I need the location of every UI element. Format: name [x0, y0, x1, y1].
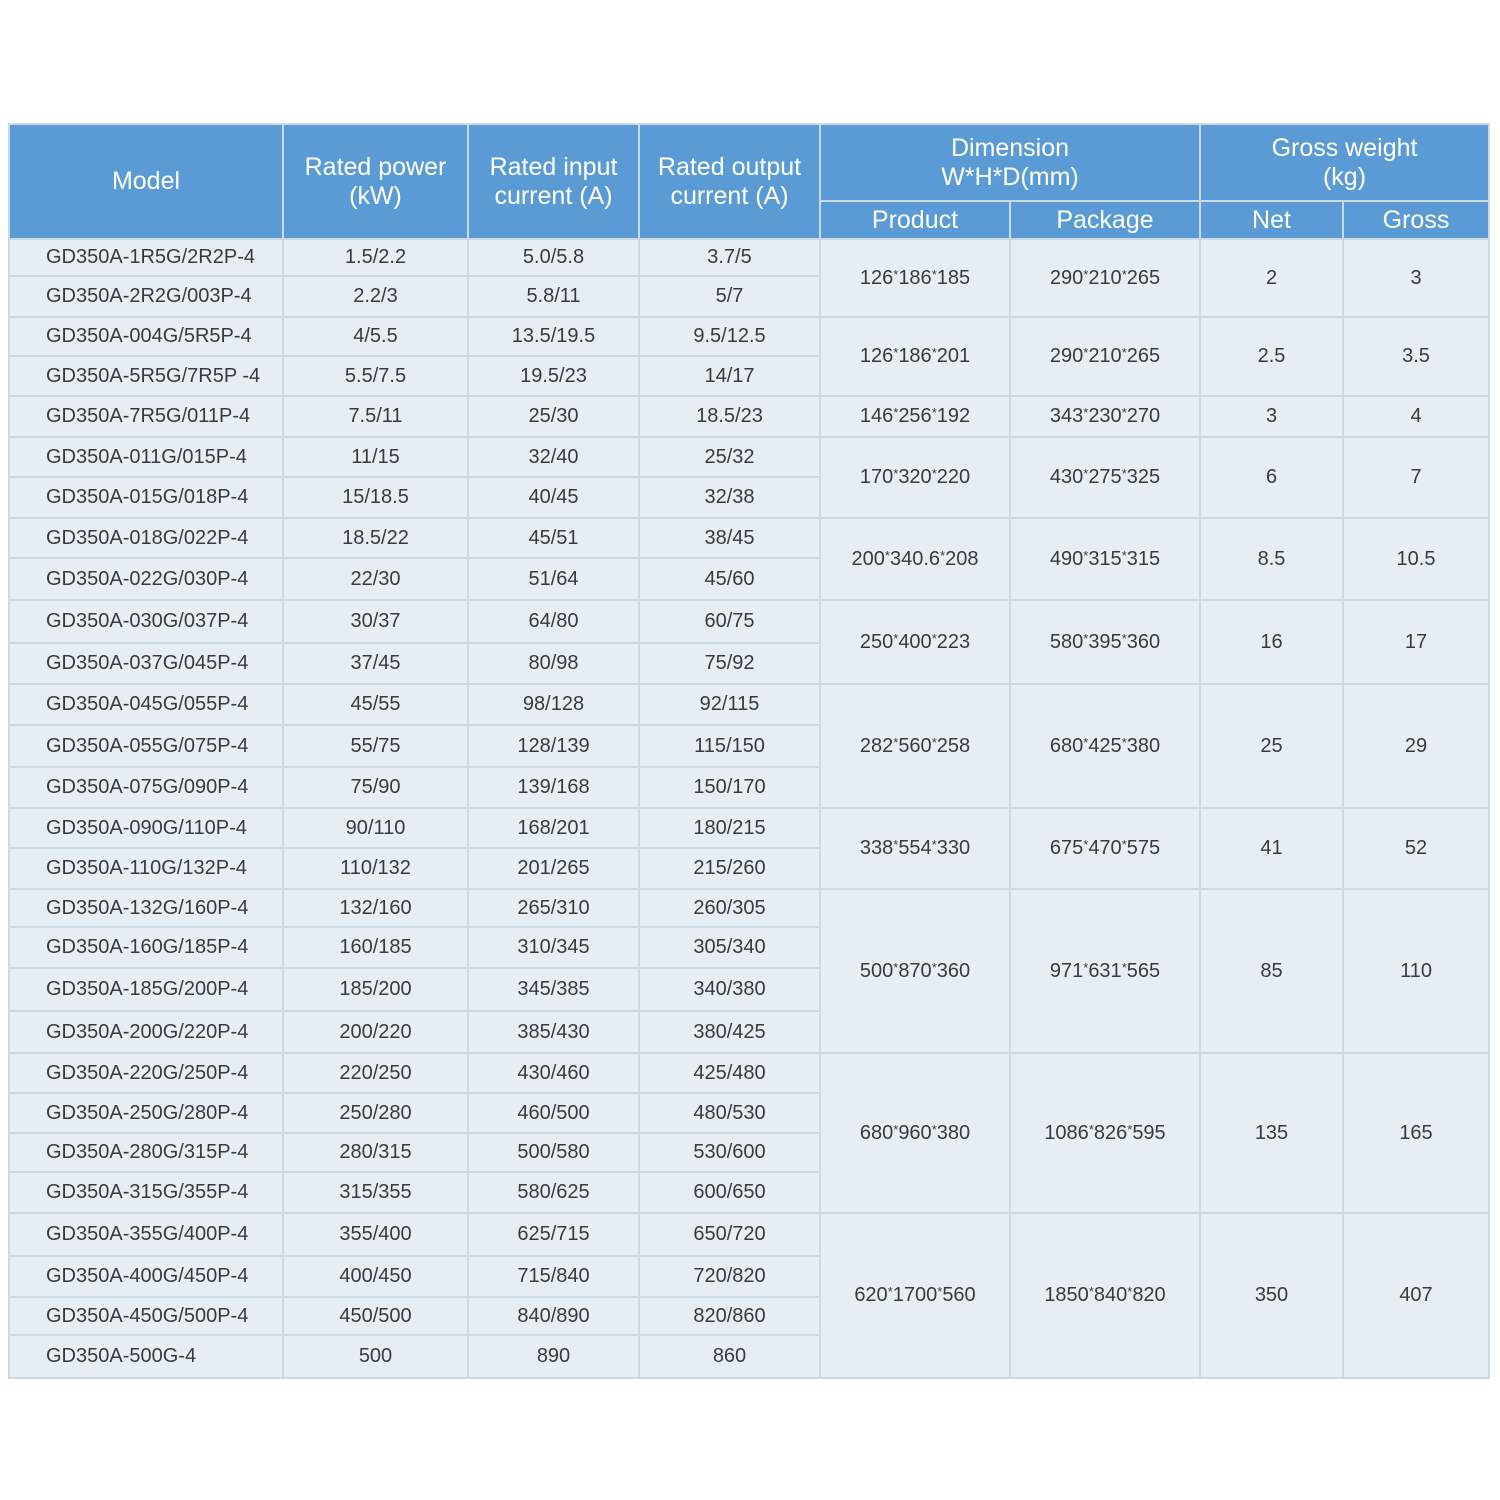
input-current-cell: 128/139	[468, 725, 639, 767]
output-current-cell: 650/720	[639, 1213, 820, 1256]
output-current-cell: 215/260	[639, 848, 820, 889]
output-current-cell: 720/820	[639, 1256, 820, 1297]
model-cell: GD350A-5R5G/7R5P -4	[9, 356, 283, 396]
output-current-cell: 14/17	[639, 356, 820, 396]
header-model: Model	[9, 124, 283, 239]
package-dimension-cell: 343*230*270	[1010, 396, 1200, 437]
net-weight-cell: 135	[1200, 1053, 1343, 1213]
header-gross-weight	[1200, 124, 1489, 201]
output-current-cell: 860	[639, 1335, 820, 1378]
net-weight-cell: 2	[1200, 239, 1343, 317]
input-current-cell: 840/890	[468, 1297, 639, 1335]
input-current-cell: 460/500	[468, 1093, 639, 1133]
power-cell: 45/55	[283, 684, 468, 725]
input-current-cell: 201/265	[468, 848, 639, 889]
input-current-cell: 13.5/19.5	[468, 317, 639, 356]
table-row	[9, 1053, 1489, 1093]
output-current-cell: 75/92	[639, 643, 820, 684]
product-dimension-cell: 126*186*185	[820, 239, 1010, 317]
package-dimension-cell: 580*395*360	[1010, 600, 1200, 684]
output-current-cell: 18.5/23	[639, 396, 820, 437]
net-weight-cell: 3	[1200, 396, 1343, 437]
table-row	[9, 684, 1489, 725]
model-cell: GD350A-450G/500P-4	[9, 1297, 283, 1335]
output-current-cell: 820/860	[639, 1297, 820, 1335]
power-cell: 355/400	[283, 1213, 468, 1256]
model-cell: GD350A-018G/022P-4	[9, 518, 283, 558]
model-cell: GD350A-055G/075P-4	[9, 725, 283, 767]
power-cell: 30/37	[283, 600, 468, 643]
product-dimension-cell: 620*1700*560	[820, 1213, 1010, 1378]
output-current-cell: 115/150	[639, 725, 820, 767]
model-cell: GD350A-250G/280P-4	[9, 1093, 283, 1133]
input-current-cell: 430/460	[468, 1053, 639, 1093]
product-dimension-cell: 250*400*223	[820, 600, 1010, 684]
net-weight-cell: 25	[1200, 684, 1343, 808]
product-dimension-cell: 282*560*258	[820, 684, 1010, 808]
spec-table	[8, 123, 1490, 1379]
output-current-cell: 32/38	[639, 477, 820, 518]
output-current-cell: 3.7/5	[639, 239, 820, 276]
model-cell: GD350A-030G/037P-4	[9, 600, 283, 643]
gross-weight-cell: 3.5	[1343, 317, 1489, 396]
table-row	[9, 317, 1489, 356]
product-dimension-cell: 680*960*380	[820, 1053, 1010, 1213]
model-cell: GD350A-1R5G/2R2P-4	[9, 239, 283, 276]
net-weight-cell: 16	[1200, 600, 1343, 684]
input-current-cell: 19.5/23	[468, 356, 639, 396]
model-cell: GD350A-075G/090P-4	[9, 767, 283, 808]
output-current-cell: 9.5/12.5	[639, 317, 820, 356]
gross-weight-cell: 17	[1343, 600, 1489, 684]
model-cell: GD350A-200G/220P-4	[9, 1011, 283, 1053]
input-current-cell: 265/310	[468, 889, 639, 927]
output-current-cell: 92/115	[639, 684, 820, 725]
output-current-cell: 425/480	[639, 1053, 820, 1093]
input-current-cell: 5.0/5.8	[468, 239, 639, 276]
model-cell: GD350A-037G/045P-4	[9, 643, 283, 684]
input-current-cell: 25/30	[468, 396, 639, 437]
net-weight-cell: 85	[1200, 889, 1343, 1053]
package-dimension-cell: 680*425*380	[1010, 684, 1200, 808]
header-rated-output-line1: Rated output	[657, 152, 802, 181]
gross-weight-cell: 110	[1343, 889, 1489, 1053]
input-current-cell: 40/45	[468, 477, 639, 518]
header-rated-input-line2: current (A)	[494, 181, 613, 210]
power-cell: 90/110	[283, 808, 468, 848]
table-row	[9, 600, 1489, 643]
gross-weight-cell: 7	[1343, 437, 1489, 518]
power-cell: 160/185	[283, 927, 468, 968]
input-current-cell: 345/385	[468, 968, 639, 1011]
output-current-cell: 530/600	[639, 1133, 820, 1172]
input-current-cell: 715/840	[468, 1256, 639, 1297]
output-current-cell: 60/75	[639, 600, 820, 643]
table-row	[9, 518, 1489, 558]
package-dimension-cell: 1850*840*820	[1010, 1213, 1200, 1378]
model-cell: GD350A-011G/015P-4	[9, 437, 283, 477]
header-rated-power-line1: Rated power	[304, 152, 447, 181]
header-net: Net	[1200, 201, 1343, 239]
product-dimension-cell: 146*256*192	[820, 396, 1010, 437]
table-row	[9, 1213, 1489, 1256]
input-current-cell: 625/715	[468, 1213, 639, 1256]
header-dimension	[820, 124, 1200, 201]
power-cell: 1.5/2.2	[283, 239, 468, 276]
net-weight-cell: 350	[1200, 1213, 1343, 1378]
header-package: Package	[1010, 201, 1200, 239]
model-cell: GD350A-500G-4	[9, 1335, 283, 1378]
input-current-cell: 139/168	[468, 767, 639, 808]
header-rated-power	[283, 124, 468, 239]
power-cell: 18.5/22	[283, 518, 468, 558]
input-current-cell: 580/625	[468, 1172, 639, 1213]
gross-weight-cell: 407	[1343, 1213, 1489, 1378]
output-current-cell: 305/340	[639, 927, 820, 968]
net-weight-cell: 41	[1200, 808, 1343, 889]
gross-weight-cell: 10.5	[1343, 518, 1489, 600]
input-current-cell: 80/98	[468, 643, 639, 684]
input-current-cell: 51/64	[468, 558, 639, 600]
power-cell: 250/280	[283, 1093, 468, 1133]
input-current-cell: 890	[468, 1335, 639, 1378]
package-dimension-cell: 290*210*265	[1010, 317, 1200, 396]
power-cell: 200/220	[283, 1011, 468, 1053]
package-dimension-cell: 971*631*565	[1010, 889, 1200, 1053]
gross-weight-cell: 3	[1343, 239, 1489, 317]
power-cell: 500	[283, 1335, 468, 1378]
model-cell: GD350A-004G/5R5P-4	[9, 317, 283, 356]
product-dimension-cell: 338*554*330	[820, 808, 1010, 889]
header-rated-input-line1: Rated input	[489, 152, 618, 181]
model-cell: GD350A-220G/250P-4	[9, 1053, 283, 1093]
power-cell: 280/315	[283, 1133, 468, 1172]
model-cell: GD350A-015G/018P-4	[9, 477, 283, 518]
power-cell: 55/75	[283, 725, 468, 767]
output-current-cell: 5/7	[639, 276, 820, 317]
gross-weight-cell: 4	[1343, 396, 1489, 437]
package-dimension-cell: 1086*826*595	[1010, 1053, 1200, 1213]
product-dimension-cell: 500*870*360	[820, 889, 1010, 1053]
power-cell: 7.5/11	[283, 396, 468, 437]
power-cell: 4/5.5	[283, 317, 468, 356]
table-body	[9, 239, 1489, 1378]
model-cell: GD350A-022G/030P-4	[9, 558, 283, 600]
input-current-cell: 5.8/11	[468, 276, 639, 317]
product-dimension-cell: 126*186*201	[820, 317, 1010, 396]
product-dimension-cell: 170*320*220	[820, 437, 1010, 518]
table-row	[9, 437, 1489, 477]
power-cell: 15/18.5	[283, 477, 468, 518]
power-cell: 75/90	[283, 767, 468, 808]
power-cell: 37/45	[283, 643, 468, 684]
power-cell: 110/132	[283, 848, 468, 889]
power-cell: 132/160	[283, 889, 468, 927]
input-current-cell: 98/128	[468, 684, 639, 725]
output-current-cell: 600/650	[639, 1172, 820, 1213]
package-dimension-cell: 675*470*575	[1010, 808, 1200, 889]
header-product: Product	[820, 201, 1010, 239]
model-cell: GD350A-045G/055P-4	[9, 684, 283, 725]
header-rated-output-line2: current (A)	[670, 181, 789, 210]
power-cell: 220/250	[283, 1053, 468, 1093]
model-cell: GD350A-090G/110P-4	[9, 808, 283, 848]
model-cell: GD350A-400G/450P-4	[9, 1256, 283, 1297]
model-cell: GD350A-185G/200P-4	[9, 968, 283, 1011]
package-dimension-cell: 430*275*325	[1010, 437, 1200, 518]
output-current-cell: 25/32	[639, 437, 820, 477]
power-cell: 450/500	[283, 1297, 468, 1335]
power-cell: 400/450	[283, 1256, 468, 1297]
power-cell: 185/200	[283, 968, 468, 1011]
power-cell: 11/15	[283, 437, 468, 477]
output-current-cell: 180/215	[639, 808, 820, 848]
output-current-cell: 38/45	[639, 518, 820, 558]
gross-weight-cell: 52	[1343, 808, 1489, 889]
output-current-cell: 260/305	[639, 889, 820, 927]
net-weight-cell: 8.5	[1200, 518, 1343, 600]
output-current-cell: 340/380	[639, 968, 820, 1011]
input-current-cell: 385/430	[468, 1011, 639, 1053]
input-current-cell: 32/40	[468, 437, 639, 477]
input-current-cell: 64/80	[468, 600, 639, 643]
table-row	[9, 808, 1489, 848]
header-rated-input	[468, 124, 639, 239]
net-weight-cell: 2.5	[1200, 317, 1343, 396]
output-current-cell: 45/60	[639, 558, 820, 600]
input-current-cell: 45/51	[468, 518, 639, 558]
table-row	[9, 239, 1489, 276]
model-cell: GD350A-355G/400P-4	[9, 1213, 283, 1256]
package-dimension-cell: 290*210*265	[1010, 239, 1200, 317]
input-current-cell: 500/580	[468, 1133, 639, 1172]
header-rated-output	[639, 124, 820, 239]
gross-weight-cell: 165	[1343, 1053, 1489, 1213]
power-cell: 22/30	[283, 558, 468, 600]
input-current-cell: 168/201	[468, 808, 639, 848]
model-cell: GD350A-160G/185P-4	[9, 927, 283, 968]
output-current-cell: 150/170	[639, 767, 820, 808]
table-row	[9, 889, 1489, 927]
header-dimension-line2: W*H*D(mm)	[941, 162, 1079, 191]
model-cell: GD350A-132G/160P-4	[9, 889, 283, 927]
power-cell: 2.2/3	[283, 276, 468, 317]
output-current-cell: 480/530	[639, 1093, 820, 1133]
table-header	[9, 124, 1489, 239]
model-cell: GD350A-110G/132P-4	[9, 848, 283, 889]
power-cell: 5.5/7.5	[283, 356, 468, 396]
table-row	[9, 396, 1489, 437]
model-cell: GD350A-7R5G/011P-4	[9, 396, 283, 437]
input-current-cell: 310/345	[468, 927, 639, 968]
power-cell: 315/355	[283, 1172, 468, 1213]
header-gross-weight-line2: (kg)	[1322, 162, 1367, 191]
header-rated-power-line2: (kW)	[349, 181, 402, 210]
model-cell: GD350A-2R2G/003P-4	[9, 276, 283, 317]
header-gross: Gross	[1343, 201, 1489, 239]
net-weight-cell: 6	[1200, 437, 1343, 518]
header-dimension-line1: Dimension	[950, 133, 1070, 162]
model-cell: GD350A-315G/355P-4	[9, 1172, 283, 1213]
gross-weight-cell: 29	[1343, 684, 1489, 808]
package-dimension-cell: 490*315*315	[1010, 518, 1200, 600]
header-gross-weight-line1: Gross weight	[1271, 133, 1418, 162]
product-dimension-cell: 200*340.6*208	[820, 518, 1010, 600]
model-cell: GD350A-280G/315P-4	[9, 1133, 283, 1172]
output-current-cell: 380/425	[639, 1011, 820, 1053]
